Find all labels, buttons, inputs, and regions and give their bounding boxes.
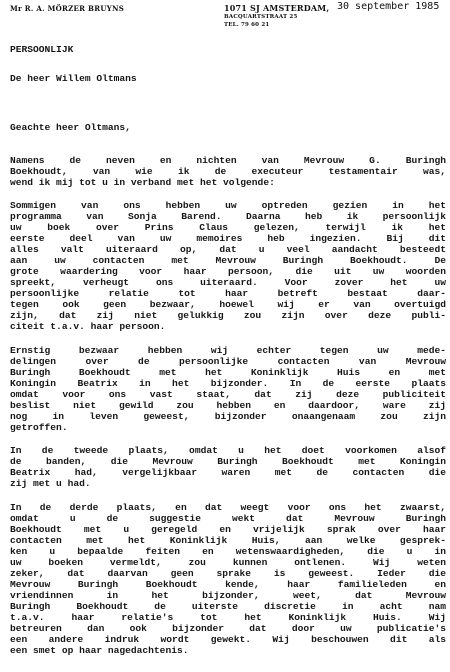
body-line: betreuren dan ook bijzonder dat door uw publicatie's	[10, 623, 446, 634]
body-line: In de derde plaats, en dat weegt voor ons het zwaarst,	[10, 502, 446, 513]
sender-phone: TEL. 79 60 21	[224, 22, 270, 28]
body-line: Boekhoudt, van wie ik de executeur testamentair was,	[10, 166, 446, 177]
body-line: contacten met het Koninklijk Huis, aan welke gesprek-	[10, 535, 446, 546]
body-line: Sommigen van ons hebben uw optreden gezien in het	[10, 200, 446, 211]
body-line: vriendinnen in het bijzonder, weet, dat Mevrouw	[10, 590, 446, 601]
body-line: zeker, dat daarvan geen sprake is geweest. Ieder die	[10, 568, 446, 579]
body-line: Mevrouw Buringh Boekhoudt kende, haar familieleden en	[10, 579, 446, 590]
addressee: De heer Willem Oltmans	[10, 73, 137, 84]
body-line: beslist niet gewild zou hebben en daardoor, ware zij	[10, 400, 446, 411]
body-line: citeit t.a.v. haar persoon.	[10, 321, 166, 332]
sender-city: 1071 SJ AMSTERDAM,	[224, 3, 330, 13]
body-line: wend ik mij tot u in verband met het volgende:	[10, 177, 275, 188]
body-line: Buringh Boekhoudt met het Koninklijk Huis en met	[10, 367, 446, 378]
body-line: eerste deel van uw memoires heb ingezien. Bij dit	[10, 233, 446, 244]
letterhead	[0, 0, 450, 40]
letter-heading: PERSOONLIJK	[10, 44, 74, 55]
body-line: Boekhoudt met u geregeld en vrijelijk sprak over haar	[10, 524, 446, 535]
body-line: een andere indruk wordt gewekt. Wij beschouwen dit als	[10, 634, 446, 645]
body-line: delingen over de persoonlijke contacten van Mevrouw	[10, 356, 446, 367]
body-line: In de tweede plaats, omdat u het doet voorkomen alsof	[10, 445, 446, 456]
sender-street: BACQUARTSTRAAT 25	[224, 14, 298, 20]
body-line: persoonlijke relatie tot haar betreft bestaat daar-	[10, 288, 446, 299]
body-line: spreekt, verheugt ons uiteraard. Voor zover het uw	[10, 277, 446, 288]
body-line: uw boek over Prins Claus gelezen, terwijl ik het	[10, 222, 446, 233]
body-line: de banden, die Mevrouw Buringh Boekhoudt met Koningin	[10, 456, 446, 467]
body-line: Koningin Beatrix in het bijzonder. In de eerste plaats	[10, 378, 446, 389]
body-line: ken u bepaalde feiten en wetenswaardigheden, die u in	[10, 546, 446, 557]
body-line: Namens de neven en nichten van Mevrouw G. Buringh	[10, 155, 446, 166]
body-line: omdat voor ons vast staat, dat zij deze publiciteit	[10, 389, 446, 400]
body-line: Beatrix had, vergelijkbaar waren met de contacten die	[10, 467, 446, 478]
sender-name: Mr R. A. MÖRZER BRUYNS	[10, 4, 125, 13]
body-line: zij met u had.	[10, 478, 91, 489]
body-line: een smet op haar nagedachtenis.	[10, 645, 189, 656]
body-line: tegen ook geen bezwaar, hoewel wij er van overtuigd	[10, 299, 446, 310]
body-line: zijn, dat zij niet gelukkig zou zijn over deze publi-	[10, 310, 446, 321]
body-line: Ernstig bezwaar hebben wij echter tegen uw mede-	[10, 345, 446, 356]
body-line: aan uw contacten met Mevrouw Buringh Boekhoudt. De	[10, 255, 446, 266]
body-line: t.a.v. haar relatie's tot het Koninklijk Huis. Wij	[10, 612, 446, 623]
body-line: uw boeken vermeldt, zou kunnen ontlenen. Wij weten	[10, 557, 446, 568]
letter-date: 30 september 1985	[337, 1, 440, 12]
body-line: grote waardering voor haar persoon, die uit uw woorden	[10, 266, 446, 277]
body-line: omdat u de suggestie wekt dat Mevrouw Buringh	[10, 513, 446, 524]
sender-address	[224, 3, 329, 29]
body-line: nog in leven geweest, bijzonder onaangenaam zou zijn	[10, 411, 446, 422]
body-line: alles valt uiteraard op, dat u veel aandacht besteedt	[10, 244, 446, 255]
salutation: Geachte heer Oltmans,	[10, 122, 131, 133]
body-line: programma van Sonja Barend. Daarna heb ik persoonlijk	[10, 211, 446, 222]
body-line: getroffen.	[10, 422, 68, 433]
body-line: Buringh Boekhoudt de uiterste discretie in acht nam	[10, 601, 446, 612]
